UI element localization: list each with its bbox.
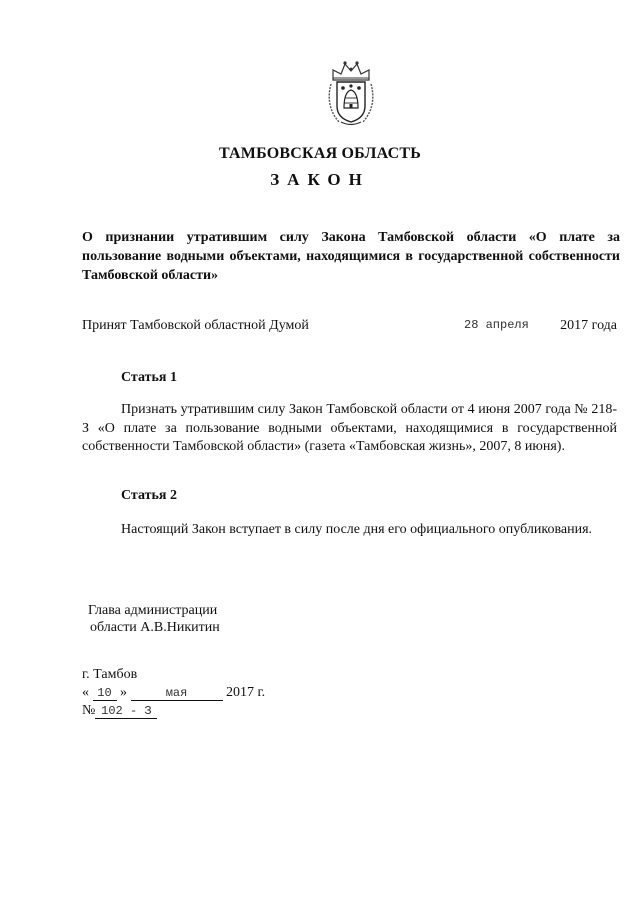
number-line: [82, 702, 342, 720]
number-sign: №: [82, 703, 96, 718]
article-1-text: Признать утратившим силу Закон Тамбовской области от 4 июня 2007 года № 218-З «О плате за пользование водными объектами, находящимися в государственной собственности Тамбовской области» (газета «Тамбовская жизнь», 2007, 8 июня).: [82, 402, 617, 454]
month-handwritten: мая: [131, 686, 223, 701]
article-2-text: Настоящий Закон вступает в силу после дня его официального опубликования.: [121, 522, 593, 537]
adoption-date-handwritten: 28 апреля: [464, 318, 529, 332]
city: г. Тамбов: [82, 667, 138, 682]
date-year: 2017 г.: [226, 685, 266, 700]
footer-block: [82, 666, 342, 720]
signature-block: [88, 602, 220, 636]
article-1-heading: Статья 1: [121, 370, 177, 385]
adoption-line: [82, 318, 617, 338]
law-title: О признании утратившим силу Закона Тамбовской области «О плате за пользование водными объектами, находящимися в государственной собственности Тамбовской области»: [82, 230, 620, 283]
adopted-by: Принят Тамбовской областной Думой: [82, 318, 309, 333]
quote-close: »: [120, 685, 127, 700]
signatory-title: Глава администрации: [88, 603, 218, 618]
document-type: ЗАКОН: [270, 170, 370, 189]
adoption-year: 2017 года: [560, 318, 617, 333]
signatory-name: области А.В.Никитин: [90, 620, 220, 635]
region-name: ТАМБОВСКАЯ ОБЛАСТЬ: [218, 145, 422, 162]
quote-open: «: [82, 685, 89, 700]
article-2-heading: Статья 2: [121, 488, 177, 503]
date-line: [82, 684, 342, 702]
city-line: [82, 666, 342, 684]
tambov-coat-of-arms-icon: [325, 58, 377, 128]
law-number-handwritten: 102 - З: [95, 704, 157, 719]
day-handwritten: 10: [93, 686, 117, 701]
